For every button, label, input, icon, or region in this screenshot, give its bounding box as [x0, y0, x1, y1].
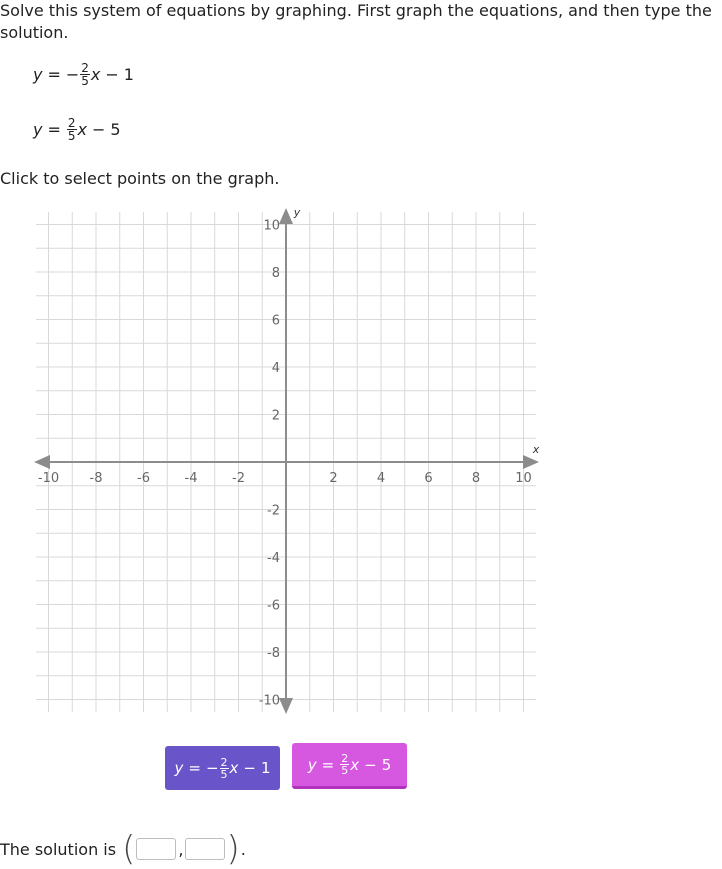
button-1-sign: − — [205, 759, 219, 777]
right-paren: ) — [226, 829, 240, 869]
solution-x-input[interactable] — [136, 838, 176, 860]
y-tick-label: 8 — [271, 266, 280, 281]
equation-1-denominator: 5 — [81, 74, 89, 88]
equation-2-lhs: y — [33, 120, 43, 139]
x-tick-label: 4 — [376, 471, 386, 486]
y-axis-label: y — [293, 206, 301, 219]
button-1-var: x — [229, 759, 239, 777]
button-2-denominator: 5 — [341, 764, 349, 777]
x-axis-label: x — [532, 443, 540, 456]
equation-1-equals: = — [47, 65, 61, 84]
x-tick-label: -6 — [137, 471, 150, 486]
y-tick-label: 2 — [271, 408, 280, 424]
button-1-denominator: 5 — [220, 767, 228, 781]
y-tick-label: -6 — [267, 598, 280, 614]
instructions-text: Solve this system of equations by graphing. First graph the equations, and then type the solution. — [0, 1, 712, 42]
button-2-constant: 5 — [381, 755, 392, 774]
equation-1 — [33, 62, 134, 87]
y-tick-label: 4 — [271, 361, 280, 376]
y-tick-label: -8 — [267, 646, 280, 661]
equation-2-var: x — [77, 120, 87, 139]
button-1-op: − — [243, 759, 256, 777]
equation-1-lhs: y — [33, 65, 43, 84]
equation-2-op: − — [91, 120, 106, 139]
equation-1-numerator: 2 — [81, 61, 89, 75]
y-axis-down-arrow — [279, 698, 293, 714]
y-tick-label: -2 — [267, 503, 280, 519]
equation-2-button[interactable] — [292, 743, 407, 789]
solution-y-input[interactable] — [185, 838, 225, 860]
button-2-numerator: 2 — [341, 752, 349, 765]
equation-2-equals: = — [47, 120, 61, 139]
equation-1-sign: − — [65, 65, 80, 84]
equation-2-constant: 5 — [110, 120, 121, 139]
x-tick-label: -2 — [232, 471, 245, 486]
x-tick-label: 6 — [424, 471, 433, 486]
y-tick-label: 6 — [271, 313, 280, 329]
y-tick-label: 10 — [263, 218, 280, 234]
solution-comma: , — [178, 839, 184, 859]
x-tick-label: -8 — [89, 471, 103, 486]
button-2-var: x — [350, 755, 360, 774]
equation-2-denominator: 5 — [67, 129, 76, 143]
button-1-numerator: 2 — [220, 755, 228, 769]
y-tick-label: -10 — [258, 693, 280, 709]
click-instruction: Click to select points on the graph. — [0, 169, 280, 188]
equation-1-constant: 1 — [123, 65, 134, 84]
equation-1-var: x — [90, 65, 101, 84]
button-1-lhs: y — [174, 759, 184, 777]
x-tick-label: -4 — [184, 471, 198, 486]
equation-1-fraction — [80, 62, 90, 87]
left-paren: ( — [122, 829, 136, 869]
button-1-constant: 1 — [260, 759, 271, 777]
solution-suffix: . — [240, 839, 246, 859]
y-axis-up-arrow — [279, 208, 293, 224]
button-1-fraction — [220, 757, 229, 780]
equation-1-op: − — [105, 65, 119, 84]
x-tick-label: 8 — [471, 471, 481, 486]
button-2-lhs: y — [307, 755, 317, 774]
solution-prefix: The solution is — [0, 839, 117, 859]
equation-2-fraction — [67, 117, 77, 142]
button-1-equals: = — [188, 759, 201, 777]
coordinate-graph[interactable] — [0, 200, 560, 720]
equation-1-button[interactable] — [165, 746, 280, 790]
x-tick-label: 10 — [515, 471, 532, 486]
button-2-fraction — [340, 753, 349, 776]
equation-2-numerator: 2 — [67, 116, 76, 130]
x-axis-right-arrow — [523, 455, 539, 469]
y-tick-label: -4 — [267, 551, 280, 566]
x-tick-label: 2 — [329, 471, 338, 486]
button-2-equals: = — [321, 755, 335, 774]
button-2-op: − — [364, 755, 377, 774]
equation-2 — [33, 117, 121, 142]
x-axis-left-arrow — [34, 455, 50, 469]
x-tick-label: -10 — [37, 471, 60, 486]
solution-row — [0, 829, 246, 869]
